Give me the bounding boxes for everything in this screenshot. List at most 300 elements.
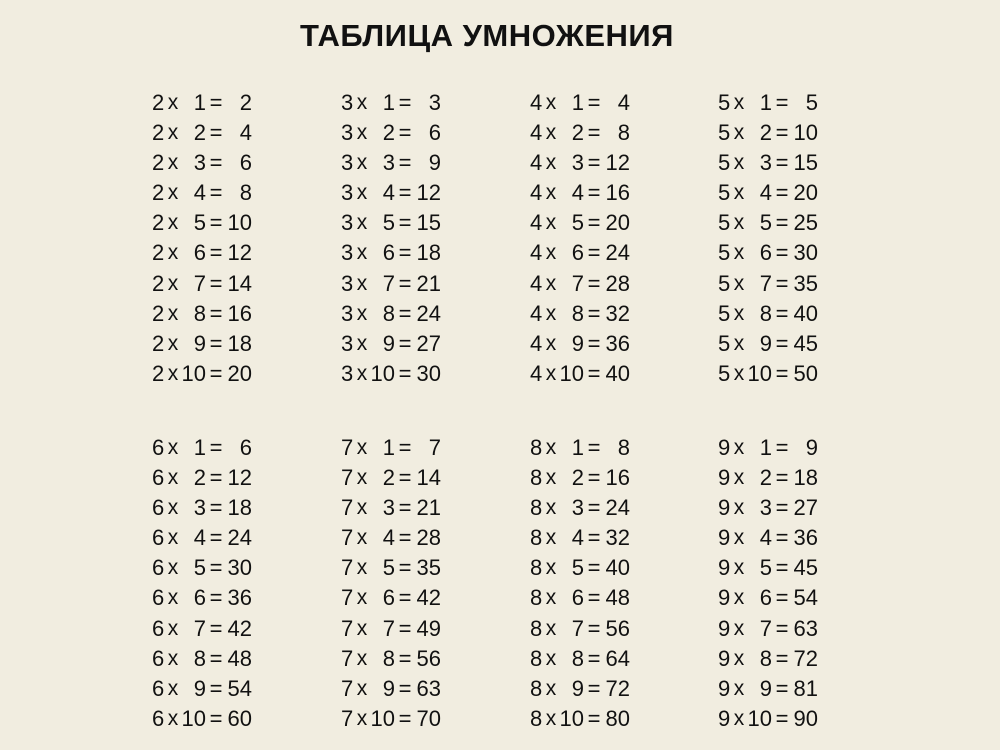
- equals-sign: =: [209, 210, 223, 236]
- operand-b: 8: [759, 645, 772, 671]
- equals-sign: =: [209, 330, 223, 356]
- equals-sign: =: [775, 120, 789, 146]
- multiply-sign: x: [733, 241, 745, 265]
- equation-row: [152, 329, 252, 359]
- table-block-7: [341, 433, 441, 734]
- equation-row: [718, 329, 818, 359]
- equation-row: [530, 493, 630, 523]
- operand-a: 2: [152, 120, 165, 146]
- operand-b: 10: [181, 360, 206, 386]
- equation-row: [718, 493, 818, 523]
- equals-sign: =: [775, 330, 789, 356]
- operand-a: 7: [341, 645, 354, 671]
- equation-row: [341, 88, 441, 118]
- equals-sign: =: [209, 705, 223, 731]
- operand-a: 3: [341, 300, 354, 326]
- equals-sign: =: [775, 300, 789, 326]
- operand-b: 9: [759, 330, 772, 356]
- equals-sign: =: [398, 645, 412, 671]
- product: 4: [239, 120, 252, 146]
- operand-b: 8: [382, 645, 395, 671]
- multiply-sign: x: [356, 361, 368, 385]
- multiply-sign: x: [545, 706, 557, 730]
- operand-a: 3: [341, 150, 354, 176]
- operand-a: 9: [718, 645, 731, 671]
- equals-sign: =: [587, 465, 601, 491]
- equals-sign: =: [775, 180, 789, 206]
- equation-row: [152, 269, 252, 299]
- product: 45: [793, 330, 818, 356]
- equation-row: [530, 88, 630, 118]
- equation-row: [341, 614, 441, 644]
- operand-a: 9: [718, 435, 731, 460]
- operand-a: 5: [718, 300, 731, 326]
- product: 21: [416, 270, 441, 296]
- operand-a: 5: [718, 360, 731, 386]
- equals-sign: =: [587, 645, 601, 671]
- multiply-sign: x: [545, 496, 557, 520]
- multiply-sign: x: [733, 616, 745, 640]
- equals-sign: =: [775, 585, 789, 611]
- product: 6: [239, 435, 252, 460]
- multiply-sign: x: [545, 301, 557, 325]
- multiply-sign: x: [167, 361, 179, 385]
- multiply-sign: x: [733, 676, 745, 700]
- equation-row: [341, 178, 441, 208]
- operand-b: 9: [193, 330, 206, 356]
- equals-sign: =: [398, 495, 412, 521]
- equation-row: [530, 329, 630, 359]
- equals-sign: =: [398, 210, 412, 236]
- operand-b: 9: [759, 675, 772, 701]
- operand-b: 3: [759, 495, 772, 521]
- equation-row: [152, 493, 252, 523]
- operand-a: 7: [341, 615, 354, 641]
- multiply-sign: x: [167, 466, 179, 490]
- operand-b: 10: [370, 705, 395, 731]
- equals-sign: =: [587, 585, 601, 611]
- operand-b: 4: [571, 180, 584, 206]
- operand-b: 7: [193, 270, 206, 296]
- multiply-sign: x: [356, 241, 368, 265]
- equation-row: [718, 238, 818, 268]
- equals-sign: =: [398, 270, 412, 296]
- product: 28: [605, 270, 630, 296]
- product: 42: [416, 585, 441, 611]
- product: 54: [227, 675, 252, 701]
- multiply-sign: x: [356, 301, 368, 325]
- product: 27: [793, 495, 818, 521]
- equation-row: [530, 674, 630, 704]
- operand-a: 9: [718, 705, 731, 731]
- multiply-sign: x: [545, 331, 557, 355]
- multiply-sign: x: [545, 526, 557, 550]
- equation-row: [718, 614, 818, 644]
- product: 70: [416, 705, 441, 731]
- operand-a: 6: [152, 675, 165, 701]
- multiply-sign: x: [356, 586, 368, 610]
- product: 35: [793, 270, 818, 296]
- operand-b: 4: [382, 180, 395, 206]
- operand-b: 9: [193, 675, 206, 701]
- equation-row: [718, 553, 818, 583]
- operand-a: 3: [341, 270, 354, 296]
- multiply-sign: x: [167, 91, 179, 114]
- operand-b: 5: [571, 555, 584, 581]
- equals-sign: =: [775, 240, 789, 266]
- equation-row: [718, 299, 818, 329]
- operand-b: 2: [382, 120, 395, 146]
- equation-row: [341, 269, 441, 299]
- operand-b: 1: [571, 435, 584, 460]
- equation-row: [152, 433, 252, 463]
- product: 18: [227, 495, 252, 521]
- product: 28: [416, 525, 441, 551]
- operand-a: 8: [530, 705, 543, 731]
- equation-row: [341, 523, 441, 553]
- operand-b: 7: [759, 615, 772, 641]
- operand-b: 3: [382, 150, 395, 176]
- multiply-sign: x: [733, 646, 745, 670]
- multiply-sign: x: [167, 616, 179, 640]
- equation-row: [530, 178, 630, 208]
- product: 64: [605, 645, 630, 671]
- equation-row: [718, 523, 818, 553]
- equals-sign: =: [587, 435, 601, 460]
- operand-a: 2: [152, 150, 165, 176]
- equals-sign: =: [587, 360, 601, 386]
- equation-row: [530, 644, 630, 674]
- equation-row: [152, 148, 252, 178]
- operand-b: 7: [571, 615, 584, 641]
- operand-b: 10: [559, 705, 584, 731]
- equation-row: [341, 118, 441, 148]
- equals-sign: =: [587, 120, 601, 146]
- operand-b: 3: [193, 150, 206, 176]
- product: 10: [793, 120, 818, 146]
- product: 6: [428, 120, 441, 146]
- operand-a: 4: [530, 240, 543, 266]
- product: 60: [227, 705, 252, 731]
- equation-row: [341, 553, 441, 583]
- multiply-sign: x: [733, 586, 745, 610]
- equation-row: [152, 674, 252, 704]
- operand-b: 9: [382, 675, 395, 701]
- operand-a: 2: [152, 360, 165, 386]
- multiply-sign: x: [356, 331, 368, 355]
- equals-sign: =: [398, 675, 412, 701]
- equals-sign: =: [775, 150, 789, 176]
- multiply-sign: x: [733, 181, 745, 205]
- equation-row: [152, 583, 252, 613]
- product: 9: [428, 150, 441, 176]
- operand-a: 4: [530, 270, 543, 296]
- equals-sign: =: [775, 435, 789, 460]
- multiply-sign: x: [356, 676, 368, 700]
- equals-sign: =: [209, 120, 223, 146]
- equals-sign: =: [587, 330, 601, 356]
- equals-sign: =: [209, 585, 223, 611]
- product: 4: [617, 90, 630, 115]
- product: 32: [605, 525, 630, 551]
- operand-b: 10: [747, 360, 772, 386]
- equals-sign: =: [587, 300, 601, 326]
- equals-sign: =: [587, 180, 601, 206]
- operand-a: 8: [530, 555, 543, 581]
- operand-b: 6: [193, 240, 206, 266]
- operand-b: 1: [759, 90, 772, 115]
- operand-a: 6: [152, 555, 165, 581]
- operand-b: 1: [193, 90, 206, 115]
- operand-a: 7: [341, 705, 354, 731]
- equation-row: [530, 433, 630, 463]
- product: 24: [227, 525, 252, 551]
- equation-row: [530, 238, 630, 268]
- equals-sign: =: [775, 555, 789, 581]
- multiply-sign: x: [545, 181, 557, 205]
- product: 7: [428, 435, 441, 460]
- operand-a: 5: [718, 210, 731, 236]
- multiply-sign: x: [545, 241, 557, 265]
- equation-row: [718, 148, 818, 178]
- operand-b: 2: [193, 120, 206, 146]
- product: 36: [793, 525, 818, 551]
- product: 56: [605, 615, 630, 641]
- operand-a: 4: [530, 210, 543, 236]
- operand-b: 5: [382, 555, 395, 581]
- equation-row: [718, 208, 818, 238]
- multiply-sign: x: [733, 361, 745, 385]
- equals-sign: =: [398, 180, 412, 206]
- operand-a: 5: [718, 150, 731, 176]
- operand-a: 4: [530, 330, 543, 356]
- equals-sign: =: [209, 435, 223, 460]
- equation-row: [152, 553, 252, 583]
- equals-sign: =: [587, 705, 601, 731]
- product: 30: [227, 555, 252, 581]
- equation-row: [152, 359, 252, 389]
- operand-b: 2: [193, 465, 206, 491]
- equation-row: [341, 238, 441, 268]
- multiply-sign: x: [356, 526, 368, 550]
- product: 10: [227, 210, 252, 236]
- equation-row: [718, 433, 818, 463]
- operand-a: 5: [718, 270, 731, 296]
- multiply-sign: x: [167, 676, 179, 700]
- product: 80: [605, 705, 630, 731]
- equation-row: [530, 208, 630, 238]
- page-title: ТАБЛИЦА УМНОЖЕНИЯ: [300, 18, 674, 53]
- product: 2: [239, 90, 252, 115]
- table-block-6: [152, 433, 252, 734]
- equals-sign: =: [398, 705, 412, 731]
- equals-sign: =: [398, 330, 412, 356]
- operand-b: 3: [193, 495, 206, 521]
- equals-sign: =: [398, 465, 412, 491]
- operand-a: 9: [718, 525, 731, 551]
- equation-row: [718, 88, 818, 118]
- equals-sign: =: [398, 150, 412, 176]
- operand-a: 2: [152, 270, 165, 296]
- equation-row: [341, 674, 441, 704]
- multiply-sign: x: [356, 706, 368, 730]
- multiply-sign: x: [167, 526, 179, 550]
- product: 16: [227, 300, 252, 326]
- product: 72: [605, 675, 630, 701]
- table-block-4: [530, 88, 630, 389]
- equation-row: [530, 148, 630, 178]
- table-block-5: [718, 88, 818, 389]
- multiply-sign: x: [167, 121, 179, 145]
- operand-a: 4: [530, 300, 543, 326]
- equals-sign: =: [398, 90, 412, 115]
- equation-row: [341, 704, 441, 734]
- product: 12: [605, 150, 630, 176]
- product: 49: [416, 615, 441, 641]
- multiply-sign: x: [356, 91, 368, 114]
- product: 30: [416, 360, 441, 386]
- operand-b: 7: [382, 270, 395, 296]
- product: 5: [805, 90, 818, 115]
- equals-sign: =: [209, 360, 223, 386]
- operand-a: 6: [152, 615, 165, 641]
- operand-a: 4: [530, 360, 543, 386]
- equals-sign: =: [775, 270, 789, 296]
- multiply-sign: x: [356, 211, 368, 235]
- product: 16: [605, 465, 630, 491]
- operand-a: 6: [152, 435, 165, 460]
- equals-sign: =: [209, 300, 223, 326]
- operand-b: 1: [571, 90, 584, 115]
- operand-a: 3: [341, 330, 354, 356]
- equation-row: [718, 674, 818, 704]
- product: 63: [793, 615, 818, 641]
- operand-b: 10: [747, 705, 772, 731]
- equals-sign: =: [209, 645, 223, 671]
- equation-row: [152, 614, 252, 644]
- multiply-sign: x: [545, 556, 557, 580]
- operand-b: 4: [571, 525, 584, 551]
- product: 36: [605, 330, 630, 356]
- multiply-sign: x: [356, 496, 368, 520]
- multiply-sign: x: [733, 331, 745, 355]
- product: 25: [793, 210, 818, 236]
- multiply-sign: x: [545, 271, 557, 295]
- product: 32: [605, 300, 630, 326]
- equals-sign: =: [587, 525, 601, 551]
- operand-a: 5: [718, 90, 731, 115]
- product: 36: [227, 585, 252, 611]
- operand-b: 9: [571, 675, 584, 701]
- equals-sign: =: [775, 465, 789, 491]
- table-block-8: [530, 433, 630, 734]
- operand-a: 8: [530, 615, 543, 641]
- product: 20: [605, 210, 630, 236]
- operand-b: 4: [382, 525, 395, 551]
- product: 18: [416, 240, 441, 266]
- operand-a: 7: [341, 585, 354, 611]
- product: 48: [227, 645, 252, 671]
- product: 24: [605, 495, 630, 521]
- product: 40: [605, 555, 630, 581]
- operand-a: 9: [718, 615, 731, 641]
- equals-sign: =: [775, 90, 789, 115]
- operand-a: 7: [341, 525, 354, 551]
- table-block-2: [152, 88, 252, 389]
- equals-sign: =: [209, 675, 223, 701]
- equation-row: [152, 208, 252, 238]
- equation-row: [530, 704, 630, 734]
- operand-b: 2: [571, 120, 584, 146]
- multiply-sign: x: [167, 181, 179, 205]
- operand-a: 7: [341, 435, 354, 460]
- multiply-sign: x: [545, 121, 557, 145]
- multiply-sign: x: [733, 436, 745, 459]
- operand-b: 5: [193, 210, 206, 236]
- product: 9: [805, 435, 818, 460]
- equals-sign: =: [398, 555, 412, 581]
- product: 8: [617, 435, 630, 460]
- multiply-sign: x: [356, 646, 368, 670]
- equation-row: [718, 463, 818, 493]
- equation-row: [152, 88, 252, 118]
- operand-a: 4: [530, 150, 543, 176]
- equals-sign: =: [775, 615, 789, 641]
- operand-b: 6: [571, 585, 584, 611]
- operand-b: 3: [382, 495, 395, 521]
- operand-b: 2: [759, 120, 772, 146]
- equals-sign: =: [209, 555, 223, 581]
- operand-a: 7: [341, 495, 354, 521]
- product: 14: [416, 465, 441, 491]
- operand-a: 8: [530, 675, 543, 701]
- operand-b: 8: [193, 645, 206, 671]
- multiply-sign: x: [356, 616, 368, 640]
- operand-b: 5: [193, 555, 206, 581]
- operand-a: 3: [341, 90, 354, 115]
- multiply-sign: x: [545, 616, 557, 640]
- multiply-sign: x: [733, 466, 745, 490]
- product: 40: [793, 300, 818, 326]
- equals-sign: =: [587, 210, 601, 236]
- equals-sign: =: [775, 675, 789, 701]
- operand-b: 6: [382, 240, 395, 266]
- multiply-sign: x: [356, 181, 368, 205]
- equation-row: [341, 493, 441, 523]
- equals-sign: =: [209, 525, 223, 551]
- equals-sign: =: [587, 555, 601, 581]
- equals-sign: =: [398, 120, 412, 146]
- operand-a: 4: [530, 180, 543, 206]
- multiply-sign: x: [545, 91, 557, 114]
- multiply-sign: x: [356, 436, 368, 459]
- multiply-sign: x: [733, 271, 745, 295]
- operand-a: 6: [152, 465, 165, 491]
- operand-b: 1: [759, 435, 772, 460]
- multiply-sign: x: [167, 646, 179, 670]
- equation-row: [530, 359, 630, 389]
- operand-b: 2: [571, 465, 584, 491]
- product: 12: [227, 240, 252, 266]
- equation-row: [530, 614, 630, 644]
- operand-a: 9: [718, 585, 731, 611]
- product: 30: [793, 240, 818, 266]
- equals-sign: =: [209, 495, 223, 521]
- equals-sign: =: [398, 525, 412, 551]
- product: 21: [416, 495, 441, 521]
- operand-a: 5: [718, 330, 731, 356]
- product: 81: [793, 675, 818, 701]
